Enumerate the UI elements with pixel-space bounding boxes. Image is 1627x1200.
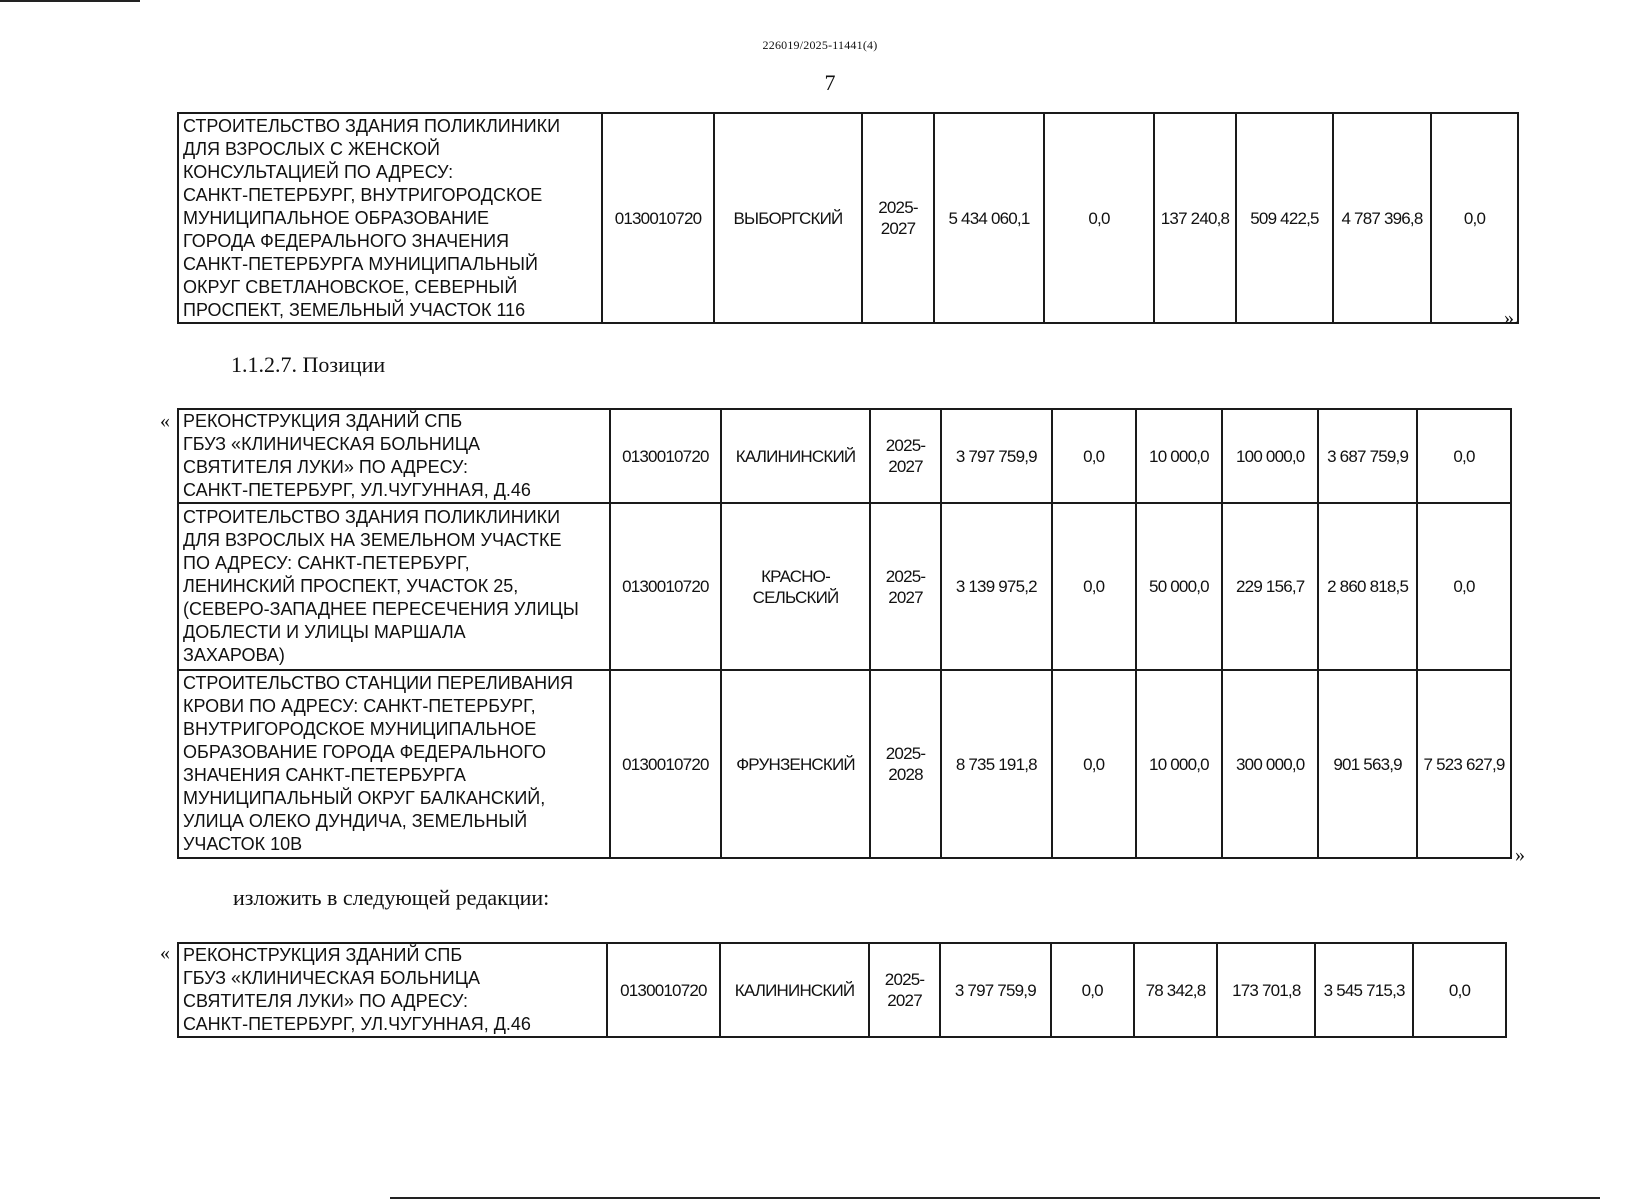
district: ФРУНЗЕНСКИЙ (721, 670, 870, 858)
value-2: 78 342,8 (1134, 943, 1218, 1037)
value-4: 3 687 759,9 (1318, 409, 1417, 503)
object-name: СТРОИТЕЛЬСТВО СТАНЦИИ ПЕРЕЛИВАНИЯ КРОВИ ПО АДРЕСУ: САНКТ-ПЕТЕРБУРГ, ВНУТРИГОРОДСКОЕ МУНИЦИПАЛЬНОЕ ОБРАЗОВАНИЕ ГОРОДА ФЕДЕРАЛЬНОГО ЗНАЧЕНИЯ САНКТ-ПЕТЕРБУРГА МУНИЦИПАЛЬНЫЙ ОКРУГ БАЛКАНСКИЙ, УЛИЦА ОЛЕКО ДУНДИЧА, ЗЕМЕЛЬНЫЙ УЧАСТОК 10В (178, 670, 610, 858)
table-row (178, 503, 1511, 670)
value-2: 137 240,8 (1154, 113, 1236, 323)
table-row (178, 670, 1511, 858)
total-value: 3 797 759,9 (940, 943, 1051, 1037)
value-3: 100 000,0 (1222, 409, 1318, 503)
value-4: 3 545 715,3 (1315, 943, 1413, 1037)
value-1: 0,0 (1051, 943, 1134, 1037)
district: КРАСНО- СЕЛЬСКИЙ (721, 503, 870, 670)
value-2: 10 000,0 (1136, 670, 1223, 858)
value-1: 0,0 (1052, 503, 1136, 670)
value-4: 2 860 818,5 (1318, 503, 1417, 670)
object-name: СТРОИТЕЛЬСТВО ЗДАНИЯ ПОЛИКЛИНИКИ ДЛЯ ВЗРОСЛЫХ НА ЗЕМЕЛЬНОМ УЧАСТКЕ ПО АДРЕСУ: САНКТ-ПЕТЕРБУРГ, ЛЕНИНСКИЙ ПРОСПЕКТ, УЧАСТОК 25, (СЕВЕРО-ЗАПАДНЕЕ ПЕРЕСЕЧЕНИЯ УЛИЦЫ ДОБЛЕСТИ И УЛИЦЫ МАРШАЛА ЗАХАРОВА) (178, 503, 610, 670)
period: 2025- 2027 (869, 943, 940, 1037)
table-2 (177, 408, 1512, 859)
value-1: 0,0 (1044, 113, 1154, 323)
total-value: 5 434 060,1 (934, 113, 1044, 323)
total-value: 3 139 975,2 (941, 503, 1052, 670)
object-name: РЕКОНСТРУКЦИЯ ЗДАНИЙ СПБ ГБУЗ «КЛИНИЧЕСКАЯ БОЛЬНИЦА СВЯТИТЕЛЯ ЛУКИ» ПО АДРЕСУ: САНКТ-ПЕТЕРБУРГ, УЛ.ЧУГУННАЯ, Д.46 (178, 943, 607, 1037)
value-3: 229 156,7 (1222, 503, 1318, 670)
opening-quote: « (160, 410, 170, 432)
period: 2025- 2027 (870, 409, 941, 503)
value-5: 0,0 (1413, 943, 1506, 1037)
value-3: 173 701,8 (1217, 943, 1315, 1037)
budget-code: 0130010720 (610, 670, 721, 858)
table-row (178, 943, 1506, 1037)
table-3 (177, 942, 1507, 1038)
period: 2025- 2027 (870, 503, 941, 670)
table-1 (177, 112, 1519, 324)
table-row (178, 409, 1511, 503)
opening-quote: « (160, 942, 170, 964)
value-4: 901 563,9 (1318, 670, 1417, 858)
district: КАЛИНИНСКИЙ (721, 409, 870, 503)
object-name: РЕКОНСТРУКЦИЯ ЗДАНИЙ СПБ ГБУЗ «КЛИНИЧЕСКАЯ БОЛЬНИЦА СВЯТИТЕЛЯ ЛУКИ» ПО АДРЕСУ: САНКТ-ПЕТЕРБУРГ, УЛ.ЧУГУННАЯ, Д.46 (178, 409, 610, 503)
budget-code: 0130010720 (610, 409, 721, 503)
budget-code: 0130010720 (607, 943, 720, 1037)
district: ВЫБОРГСКИЙ (714, 113, 862, 323)
value-5: 0,0 (1417, 503, 1511, 670)
document-number: 226019/2025-11441(4) (762, 38, 878, 52)
budget-code: 0130010720 (602, 113, 714, 323)
value-2: 10 000,0 (1136, 409, 1223, 503)
budget-code: 0130010720 (610, 503, 721, 670)
district: КАЛИНИНСКИЙ (720, 943, 869, 1037)
value-1: 0,0 (1052, 409, 1136, 503)
scan-edge-bottom (390, 1197, 1600, 1199)
section-heading: 1.1.2.7. Позиции (231, 352, 386, 377)
value-3: 509 422,5 (1236, 113, 1333, 323)
period: 2025- 2027 (862, 113, 934, 323)
instruction-text: изложить в следующей редакции: (233, 885, 550, 910)
value-3: 300 000,0 (1222, 670, 1318, 858)
closing-quote: ». (1504, 307, 1519, 329)
value-5: 7 523 627,9 (1417, 670, 1511, 858)
period: 2025- 2028 (870, 670, 941, 858)
object-name: СТРОИТЕЛЬСТВО ЗДАНИЯ ПОЛИКЛИНИКИ ДЛЯ ВЗРОСЛЫХ С ЖЕНСКОЙ КОНСУЛЬТАЦИЕЙ ПО АДРЕСУ: САНКТ-ПЕТЕРБУРГ, ВНУТРИГОРОДСКОЕ МУНИЦИПАЛЬНОЕ ОБРАЗОВАНИЕ ГОРОДА ФЕДЕРАЛЬНОГО ЗНАЧЕНИЯ САНКТ-ПЕТЕРБУРГА МУНИЦИПАЛЬНЫЙ ОКРУГ СВЕТЛАНОВСКОЕ, СЕВЕРНЫЙ ПРОСПЕКТ, ЗЕМЕЛЬНЫЙ УЧАСТОК 116 (178, 113, 602, 323)
closing-quote: » (1515, 844, 1525, 866)
page-number: 7 (824, 70, 836, 95)
value-1: 0,0 (1052, 670, 1136, 858)
scan-edge-top (0, 0, 140, 2)
value-5: 0,0 (1431, 113, 1518, 323)
value-2: 50 000,0 (1136, 503, 1223, 670)
total-value: 3 797 759,9 (941, 409, 1052, 503)
value-4: 4 787 396,8 (1333, 113, 1431, 323)
total-value: 8 735 191,8 (941, 670, 1052, 858)
value-5: 0,0 (1417, 409, 1511, 503)
table-row (178, 113, 1518, 323)
